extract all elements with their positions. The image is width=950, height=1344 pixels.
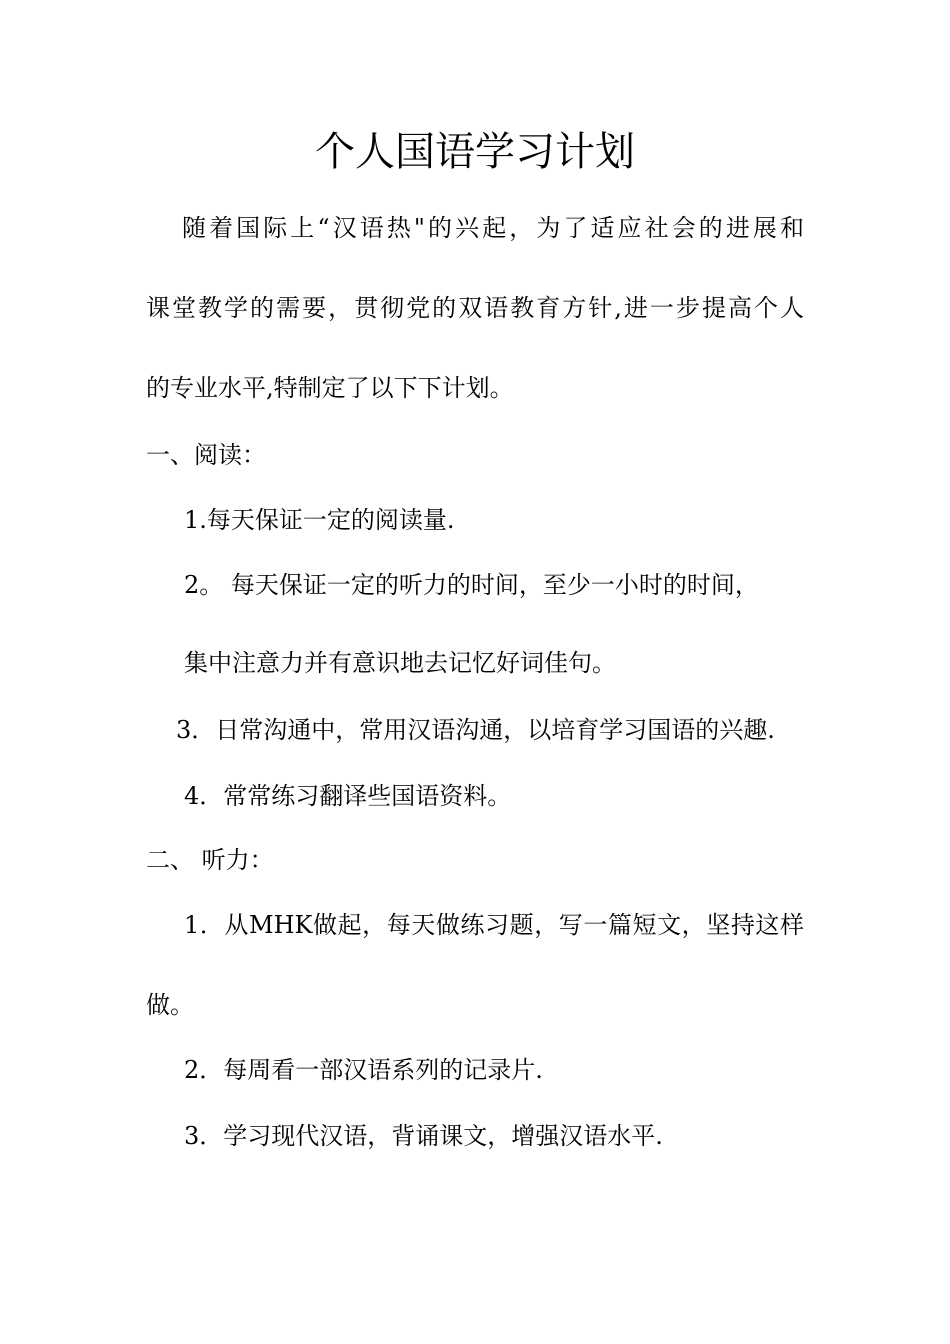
document-title: 个人国语学习计划	[315, 129, 635, 175]
reading-item-1: 1.每天保证一定的阅读量.	[184, 506, 455, 534]
listening-item-1-cont: 做。	[146, 991, 194, 1019]
intro-line-1: 随着国际上“汉语热"的兴起，为了适应社会的进展和	[182, 214, 804, 242]
intro-line-3: 的专业水平,特制定了以下下计划。	[146, 374, 514, 402]
reading-item-4: 4．常常练习翻译些国语资料。	[184, 782, 512, 810]
listening-item-2: 2．每周看一部汉语系列的记录片.	[184, 1056, 543, 1084]
listening-item-3: 3．学习现代汉语，背诵课文，增强汉语水平.	[184, 1122, 663, 1150]
reading-item-2: 2。 每天保证一定的听力的时间，至少一小时的时间，	[184, 571, 759, 599]
intro-line-2: 课堂教学的需要，贯彻党的双语教育方针,进一步提高个人	[146, 294, 804, 322]
section-heading-listening: 二、 听力：	[146, 846, 274, 874]
reading-item-3: 3．日常沟通中，常用汉语沟通，以培育学习国语的兴趣.	[176, 716, 775, 744]
section-heading-reading: 一、阅读：	[146, 441, 266, 469]
reading-item-2-cont: 集中注意力并有意识地去记忆好词佳句。	[184, 649, 616, 677]
listening-item-1: 1．从MHK做起，每天做练习题，写一篇短文，坚持这样	[184, 911, 804, 939]
